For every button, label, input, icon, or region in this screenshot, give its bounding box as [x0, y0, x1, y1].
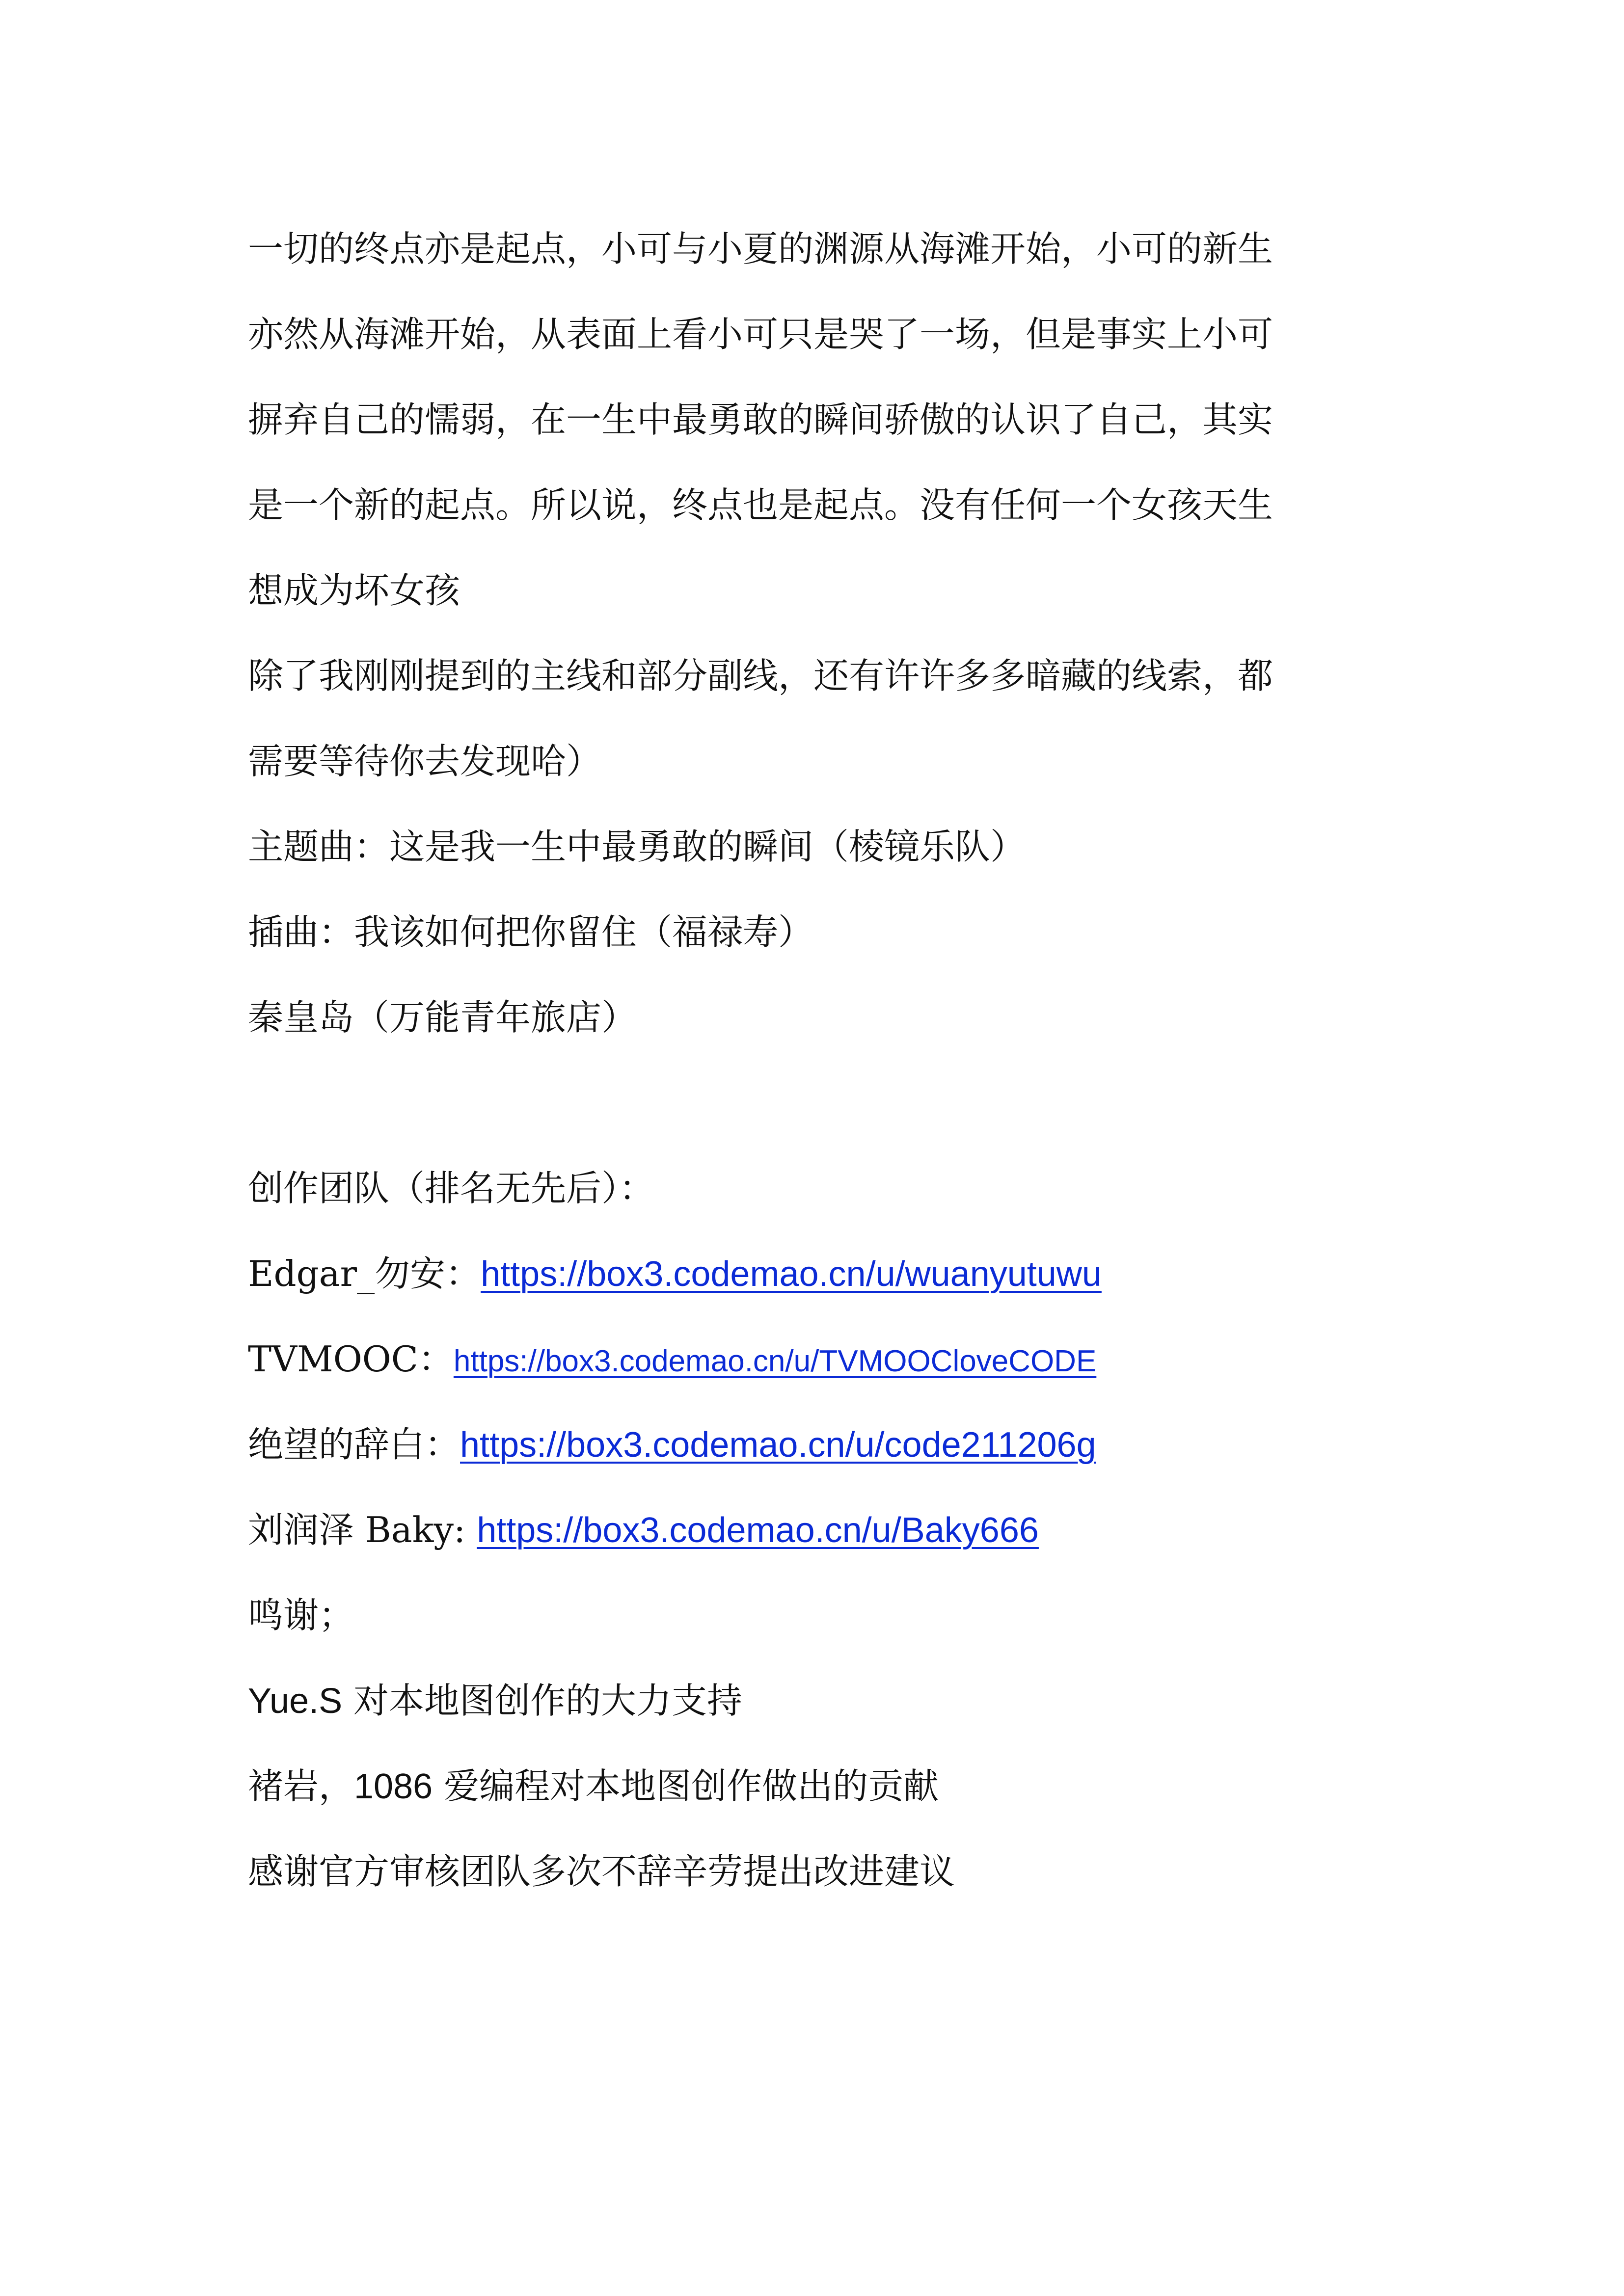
paragraph-line: 是一个新的起点。所以说，终点也是起点。没有任何一个女孩天生	[248, 484, 1273, 526]
member-name: Edgar_勿安：	[248, 1253, 481, 1294]
document-body	[248, 206, 1377, 1914]
insert-song-line: 插曲：我该如何把你留住（福禄寿）	[248, 911, 814, 953]
team-member	[248, 1487, 1377, 1573]
thanks-text: 爱编程对本地图创作做出的贡献	[433, 1765, 939, 1807]
paragraph-line: 亦然从海滩开始，从表面上看小可只是哭了一场，但是事实上小可	[248, 314, 1273, 355]
team-member	[248, 1316, 1377, 1402]
member-profile-link[interactable]: https://box3.codemao.cn/u/wuanyutuwu	[481, 1255, 1102, 1294]
paragraph-line: 需要等待你去发现哈）	[248, 741, 602, 782]
theme-song-line: 主题曲：这是我一生中最勇敢的瞬间（棱镜乐队）	[248, 826, 1026, 867]
paragraph-line: 想成为坏女孩	[248, 570, 460, 611]
thanks-heading: 鸣谢；	[248, 1595, 354, 1636]
thanks-line	[248, 1658, 1377, 1743]
story-paragraph	[248, 206, 1377, 633]
team-member	[248, 1231, 1377, 1316]
team-member	[248, 1402, 1377, 1487]
paragraph-line: 除了我刚刚提到的主线和部分副线，还有许许多多暗藏的线索，都	[248, 655, 1273, 696]
blank-line	[248, 1060, 1377, 1146]
paragraph-line: 一切的终点亦是起点，小可与小夏的渊源从海滩开始，小可的新生	[248, 228, 1273, 269]
thanks-line	[248, 1743, 1377, 1829]
paragraph-line: 摒弃自己的懦弱，在一生中最勇敢的瞬间骄傲的认识了自己，其实	[248, 399, 1273, 440]
member-profile-link[interactable]: https://box3.codemao.cn/u/Baky666	[477, 1511, 1039, 1550]
hint-paragraph	[248, 633, 1377, 804]
member-name: 刘润泽 Baky:	[248, 1509, 477, 1550]
member-profile-link[interactable]: https://box3.codemao.cn/u/TVMOOCloveCODE	[453, 1344, 1097, 1378]
location-line: 秦皇岛（万能青年旅店）	[248, 997, 637, 1038]
thanks-text: 褚岩，	[248, 1765, 354, 1807]
thanks-line: 感谢官方审核团队多次不辞辛劳提出改进建议	[248, 1851, 955, 1892]
member-profile-link[interactable]: https://box3.codemao.cn/u/code211206g	[460, 1425, 1096, 1465]
thanks-text: 对本地图创作的大力支持	[342, 1680, 743, 1721]
team-heading: 创作团队（排名无先后）：	[248, 1168, 655, 1209]
member-name: TVMOOC：	[248, 1338, 454, 1380]
member-name: 绝望的辞白：	[248, 1424, 460, 1465]
thanks-name: Yue.S	[248, 1682, 343, 1721]
team-list	[248, 1231, 1377, 1573]
thanks-number: 1086	[354, 1767, 433, 1806]
